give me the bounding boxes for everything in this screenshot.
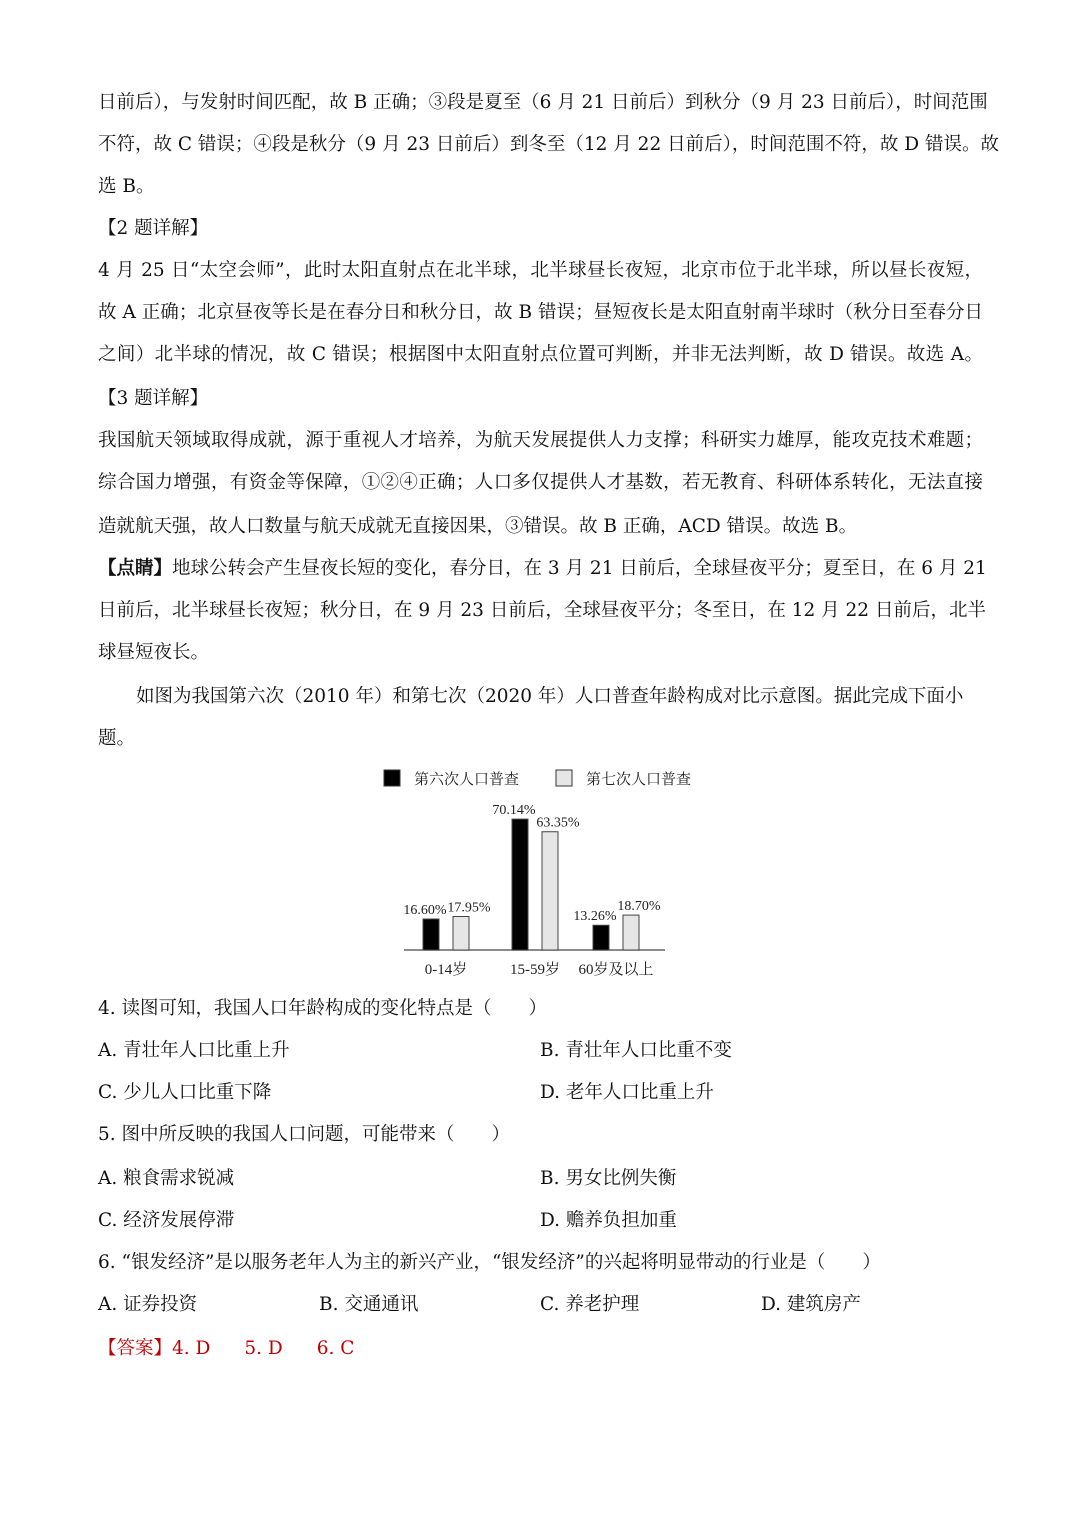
q5-option-c[interactable]: C. 经济发展停滞 — [98, 1210, 235, 1231]
q4-option-d[interactable]: D. 老年人口比重上升 — [540, 1082, 714, 1103]
intro-line-1: 如图为我国第六次（2010 年）和第七次（2020 年）人口普查年龄构成对比示意图。据此完成下面小 — [136, 686, 964, 707]
answer-label: 【答案】 — [98, 1338, 173, 1359]
data-label-1-2: 17.95% — [447, 900, 491, 916]
data-label-3-2: 18.70% — [617, 899, 661, 915]
q2-line-1: 4 月 25 日“太空会师”，此时太阳直射点在北半球，北半球昼长夜短，北京市位于北半球，所以昼长夜短， — [98, 260, 983, 281]
answer-line — [98, 1328, 388, 1370]
q3-line-2: 综合国力增强，有资金等保障，①②④正确；人口多仅提供人才基数，若无教育、科研体系转化，无法直接 — [98, 472, 983, 493]
bar-3-2 — [623, 915, 639, 950]
q3-line-1: 我国航天领域取得成就，源于重视人才培养，为航天发展提供人力支撑；科研实力雄厚，能攻克技术难题； — [98, 430, 983, 451]
q3-header: 【3 题详解】 — [98, 388, 209, 409]
data-label-2-2: 63.35% — [536, 815, 580, 831]
answer-4: 4. D — [172, 1338, 211, 1359]
tip-line-2: 日前后，北半球昼长夜短；秋分日，在 9 月 23 日前后，全球昼夜平分；冬至日，在 12 月 22 日前后，北半 — [98, 600, 986, 621]
q2-line-2: 故 A 正确；北京昼夜等长是在春分日和秋分日，故 B 错误；昼短夜长是太阳直射南半球时（秋分日至春分日 — [98, 302, 983, 323]
bar-1-2 — [453, 916, 469, 950]
q6-option-c[interactable]: C. 养老护理 — [540, 1294, 640, 1315]
category-label-1: 0-14岁 — [424, 962, 468, 978]
tip-text-1: 地球公转会产生昼夜长短的变化，春分日，在 3 月 21 日前后，全球昼夜平分；夏至日，在 6 月 21 — [172, 558, 987, 579]
q6-option-b[interactable]: B. 交通通讯 — [319, 1294, 419, 1315]
age-structure-chart — [370, 760, 710, 985]
q6-stem: 6. “银发经济”是以服务老年人为主的新兴产业，“银发经济”的兴起将明显带动的行业是（ ） — [98, 1252, 881, 1273]
tip-line-1 — [98, 548, 987, 590]
bar-1-1 — [423, 919, 439, 950]
legend-swatch-2 — [556, 770, 572, 786]
category-label-3: 60岁及以上 — [578, 962, 654, 978]
bar-2-1 — [512, 819, 528, 950]
q4-option-c[interactable]: C. 少儿人口比重下降 — [98, 1082, 272, 1103]
q2-header: 【2 题详解】 — [98, 218, 209, 239]
data-label-2-1: 70.14% — [492, 803, 536, 819]
q5-stem: 5. 图中所反映的我国人口问题，可能带来（ ） — [98, 1124, 511, 1145]
legend-label-2: 第七次人口普查 — [586, 772, 692, 788]
q5-option-a[interactable]: A. 粮食需求锐减 — [98, 1168, 235, 1189]
q5-option-d[interactable]: D. 赡养负担加重 — [540, 1210, 677, 1231]
bar-2-2 — [542, 832, 558, 950]
q4-option-a[interactable]: A. 青壮年人口比重上升 — [98, 1040, 290, 1061]
q2-line-3: 之间）北半球的情况，故 C 错误；根据图中太阳直射点位置可判断，并非无法判断，故 D 错误。故选 A。 — [98, 344, 983, 365]
explanation-line-3: 选 B。 — [98, 176, 155, 197]
q4-option-b[interactable]: B. 青壮年人口比重不变 — [540, 1040, 732, 1061]
q6-option-d[interactable]: D. 建筑房产 — [761, 1294, 861, 1315]
intro-line-2: 题。 — [98, 728, 136, 749]
q5-option-b[interactable]: B. 男女比例失衡 — [540, 1168, 677, 1189]
legend-swatch-1 — [384, 770, 400, 786]
legend-label-1: 第六次人口普查 — [414, 772, 520, 788]
q4-stem: 4. 读图可知，我国人口年龄构成的变化特点是（ ） — [98, 998, 548, 1019]
answer-5: 5. D — [244, 1338, 283, 1359]
data-label-3-1: 13.26% — [573, 909, 617, 925]
explanation-line-1: 日前后），与发射时间匹配，故 B 正确；③段是夏至（6 月 21 日前后）到秋分（9 月 23 日前后），时间范围 — [98, 92, 988, 113]
tip-line-3: 球昼短夜长。 — [98, 642, 210, 663]
data-label-1-1: 16.60% — [403, 903, 447, 919]
q3-line-3: 造就航天强，故人口数量与航天成就无直接因果，③错误。故 B 正确，ACD 错误。故选 B。 — [98, 516, 858, 537]
answer-6: 6. C — [316, 1338, 355, 1359]
q6-option-a[interactable]: A. 证券投资 — [98, 1294, 198, 1315]
explanation-line-2: 不符，故 C 错误；④段是秋分（9 月 23 日前后）到冬至（12 月 22 日前后），时间范围不符，故 D 错误。故 — [98, 134, 999, 155]
bar-3-1 — [593, 925, 609, 950]
category-label-2: 15-59岁 — [510, 962, 560, 978]
tip-label: 【点睛】 — [98, 558, 173, 579]
